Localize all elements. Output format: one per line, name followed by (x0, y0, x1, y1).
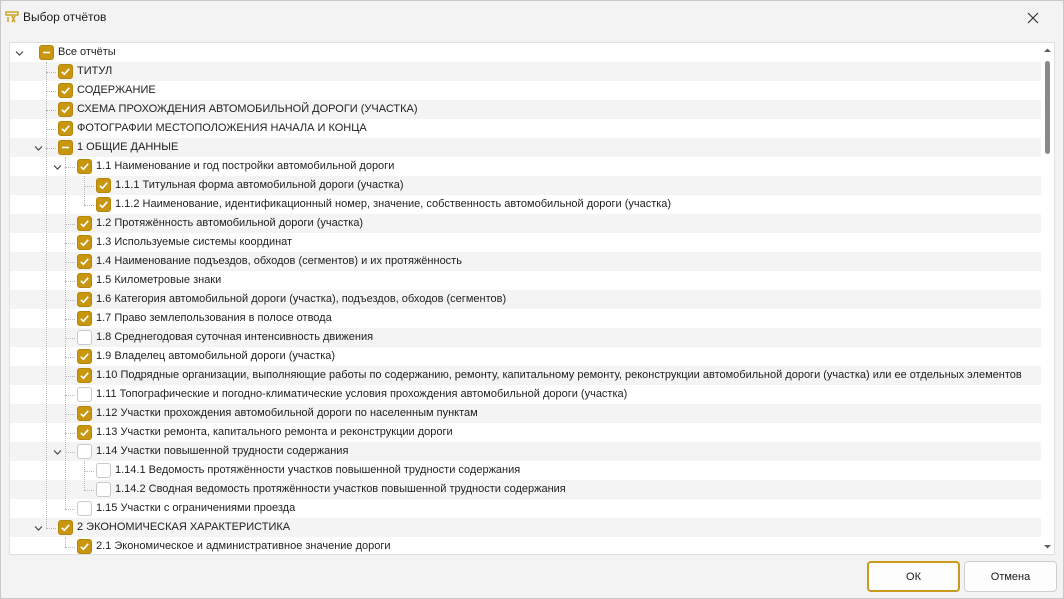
checkbox-checked[interactable] (77, 216, 92, 231)
checkmark-icon (79, 294, 90, 305)
checkbox-checked[interactable] (77, 539, 92, 554)
tree-row[interactable] (10, 328, 1043, 347)
ok-button[interactable]: ОК (867, 561, 960, 592)
chevron-down-icon[interactable] (33, 522, 44, 533)
tree-guide-line (65, 157, 66, 509)
checkmark-icon (79, 256, 90, 267)
tree-row[interactable] (10, 480, 1043, 499)
tree-connector (65, 300, 75, 301)
tree-item-label: 1.1.1 Титульная форма автомобильной дороги (участка) (115, 179, 404, 191)
close-button[interactable] (1011, 4, 1055, 32)
checkbox-checked[interactable] (77, 254, 92, 269)
tree-connector (65, 547, 75, 548)
tree-row[interactable] (10, 385, 1043, 404)
tree-row[interactable] (10, 176, 1043, 195)
tree-guide-line (46, 62, 47, 528)
tree-row[interactable] (10, 100, 1043, 119)
tree-row[interactable] (10, 423, 1043, 442)
tree-item-label: 1.14 Участки повышенной трудности содержания (96, 445, 349, 457)
tree-item-label: 1.4 Наименование подъездов, обходов (сегментов) и их протяжённость (96, 255, 462, 267)
checkbox-partial[interactable] (58, 140, 73, 155)
tree-connector (65, 414, 75, 415)
checkmark-icon (79, 313, 90, 324)
checkbox-checked[interactable] (96, 178, 111, 193)
tree-row[interactable] (10, 499, 1043, 518)
tree-connector (84, 186, 94, 187)
checkmark-icon (79, 370, 90, 381)
tree-connector (84, 471, 94, 472)
tree-connector (84, 490, 94, 491)
tree-connector (65, 338, 75, 339)
tree-item-label: 1.9 Владелец автомобильной дороги (участка) (96, 350, 336, 362)
checkbox-checked[interactable] (77, 159, 92, 174)
tree-connector (46, 148, 56, 149)
tree-item-label: 2 ЭКОНОМИЧЕСКАЯ ХАРАКТЕРИСТИКА (77, 521, 291, 533)
tree-connector (65, 262, 75, 263)
checkbox-checked[interactable] (58, 520, 73, 535)
tree-connector (84, 205, 94, 206)
tree-connector (46, 110, 56, 111)
tree-rows (10, 43, 1043, 555)
tree-item-label: 1.11 Топографические и погодно-климатические условия прохождения автомобильной дороги (участка) (96, 388, 628, 400)
tree-row[interactable] (10, 119, 1043, 138)
checkmark-icon (79, 218, 90, 229)
tree-item-label: 2.1 Экономическое и административное значение дороги (96, 540, 391, 552)
tree-row[interactable] (10, 537, 1043, 555)
tree-guide-line (84, 176, 85, 205)
checkmark-icon (79, 161, 90, 172)
tree-row[interactable] (10, 233, 1043, 252)
tree-row[interactable] (10, 43, 1043, 62)
tree-row[interactable] (10, 214, 1043, 233)
tree-row[interactable] (10, 518, 1043, 537)
report-tree[interactable] (9, 42, 1055, 555)
tree-item-label: 1.1 Наименование и год постройки автомобильной дороги (96, 160, 395, 172)
checkmark-icon (60, 123, 71, 134)
checkbox-partial[interactable] (39, 45, 54, 60)
checkbox-checked[interactable] (58, 83, 73, 98)
checkbox-checked[interactable] (77, 368, 92, 383)
tree-item-label: 1.7 Право землепользования в полосе отвода (96, 312, 332, 324)
checkbox-checked[interactable] (77, 425, 92, 440)
tree-item-label: СОДЕРЖАНИЕ (77, 84, 156, 96)
tree-item-label: Все отчёты (58, 46, 116, 58)
tree-row[interactable] (10, 309, 1043, 328)
tree-connector (65, 357, 75, 358)
tree-item-label: 1 ОБЩИЕ ДАННЫЕ (77, 141, 179, 153)
checkmark-icon (60, 522, 71, 533)
chevron-down-icon[interactable] (52, 161, 63, 172)
tree-item-label: ФОТОГРАФИИ МЕСТОПОЛОЖЕНИЯ НАЧАЛА И КОНЦА (77, 122, 367, 134)
title-bar (1, 1, 1063, 35)
tree-connector (46, 72, 56, 73)
checkbox-checked[interactable] (58, 64, 73, 79)
tree-item-label: СХЕМА ПРОХОЖДЕНИЯ АВТОМОБИЛЬНОЙ ДОРОГИ (УЧАСТКА) (77, 103, 418, 115)
tree-row[interactable] (10, 461, 1043, 480)
tree-connector (65, 167, 75, 168)
scroll-down-icon[interactable] (1043, 542, 1052, 551)
checkmark-icon (79, 408, 90, 419)
tree-connector (65, 395, 75, 396)
tree-row[interactable] (10, 195, 1043, 214)
tree-connector (65, 319, 75, 320)
checkbox-unchecked[interactable] (77, 387, 92, 402)
tree-connector (65, 452, 75, 453)
checkbox-checked[interactable] (77, 311, 92, 326)
tree-item-label: 1.1.2 Наименование, идентификационный номер, значение, собственность автомобильной дороги (участка) (115, 198, 672, 210)
tree-connector (46, 91, 56, 92)
checkbox-checked[interactable] (77, 292, 92, 307)
checkbox-checked[interactable] (77, 273, 92, 288)
checkmark-icon (79, 351, 90, 362)
tree-row[interactable] (10, 366, 1043, 385)
tree-connector (65, 433, 75, 434)
tree-row[interactable] (10, 404, 1043, 423)
checkbox-checked[interactable] (96, 197, 111, 212)
tree-item-label: 1.15 Участки с ограничениями проезда (96, 502, 296, 514)
tree-item-label: 1.14.2 Сводная ведомость протяжённости участков повышенной трудности содержания (115, 483, 566, 495)
checkbox-checked[interactable] (58, 102, 73, 117)
cancel-button[interactable]: Отмена (964, 561, 1057, 592)
tree-row[interactable] (10, 271, 1043, 290)
tree-item-label: ТИТУЛ (77, 65, 113, 77)
checkmark-icon (79, 541, 90, 552)
tree-item-label: 1.3 Используемые системы координат (96, 236, 293, 248)
tree-connector (46, 528, 56, 529)
tree-connector (65, 281, 75, 282)
report-app-icon (5, 10, 19, 24)
tree-connector (46, 129, 56, 130)
tree-guide-line (84, 461, 85, 490)
checkmark-icon (79, 237, 90, 248)
chevron-down-icon[interactable] (52, 446, 63, 457)
checkbox-checked[interactable] (77, 235, 92, 250)
checkmark-icon (79, 427, 90, 438)
dash-icon (60, 142, 71, 153)
checkmark-icon (98, 199, 109, 210)
tree-row[interactable] (10, 62, 1043, 81)
tree-item-label: 1.5 Километровые знаки (96, 274, 222, 286)
checkbox-unchecked[interactable] (77, 501, 92, 516)
checkbox-unchecked[interactable] (77, 444, 92, 459)
scrollbar-thumb[interactable] (1045, 61, 1050, 154)
tree-item-label: 1.13 Участки ремонта, капитального ремонта и реконструкции дороги (96, 426, 453, 438)
chevron-down-icon[interactable] (33, 142, 44, 153)
tree-connector (65, 509, 75, 510)
checkbox-checked[interactable] (77, 349, 92, 364)
tree-item-label: 1.8 Среднегодовая суточная интенсивность движения (96, 331, 374, 343)
tree-row[interactable] (10, 252, 1043, 271)
tree-row[interactable] (10, 290, 1043, 309)
checkmark-icon (60, 85, 71, 96)
tree-item-label: 1.2 Протяжённость автомобильной дороги (участка) (96, 217, 364, 229)
tree-guide-line (65, 537, 66, 547)
scroll-up-icon[interactable] (1043, 46, 1052, 55)
tree-row[interactable] (10, 157, 1043, 176)
tree-row[interactable] (10, 347, 1043, 366)
checkmark-icon (60, 104, 71, 115)
dash-icon (41, 47, 52, 58)
tree-item-label: 1.12 Участки прохождения автомобильной дороги по населенным пунктам (96, 407, 478, 419)
tree-connector (65, 376, 75, 377)
close-icon[interactable] (1027, 12, 1039, 24)
tree-connector (65, 224, 75, 225)
tree-item-label: 1.14.1 Ведомость протяжённости участков повышенной трудности содержания (115, 464, 521, 476)
tree-row[interactable] (10, 138, 1043, 157)
tree-row[interactable] (10, 442, 1043, 461)
checkbox-unchecked[interactable] (96, 482, 111, 497)
checkbox-unchecked[interactable] (96, 463, 111, 478)
checkbox-checked[interactable] (58, 121, 73, 136)
checkmark-icon (79, 275, 90, 286)
tree-connector (65, 243, 75, 244)
chevron-down-icon[interactable] (14, 47, 25, 58)
checkbox-unchecked[interactable] (77, 330, 92, 345)
checkmark-icon (98, 180, 109, 191)
checkbox-checked[interactable] (77, 406, 92, 421)
tree-row[interactable] (10, 81, 1043, 100)
tree-item-label: 1.6 Категория автомобильной дороги (участка), подъездов, обходов (сегментов) (96, 293, 507, 305)
checkmark-icon (60, 66, 71, 77)
window-title: Выбор отчётов (23, 10, 107, 24)
vertical-scrollbar[interactable] (1041, 43, 1054, 554)
tree-item-label: 1.10 Подрядные организации, выполняющие работы по содержанию, ремонту, капитальному ремонту, реконструкции автомобильной дороги (участка) или ее отдельных элементов (96, 369, 1022, 381)
